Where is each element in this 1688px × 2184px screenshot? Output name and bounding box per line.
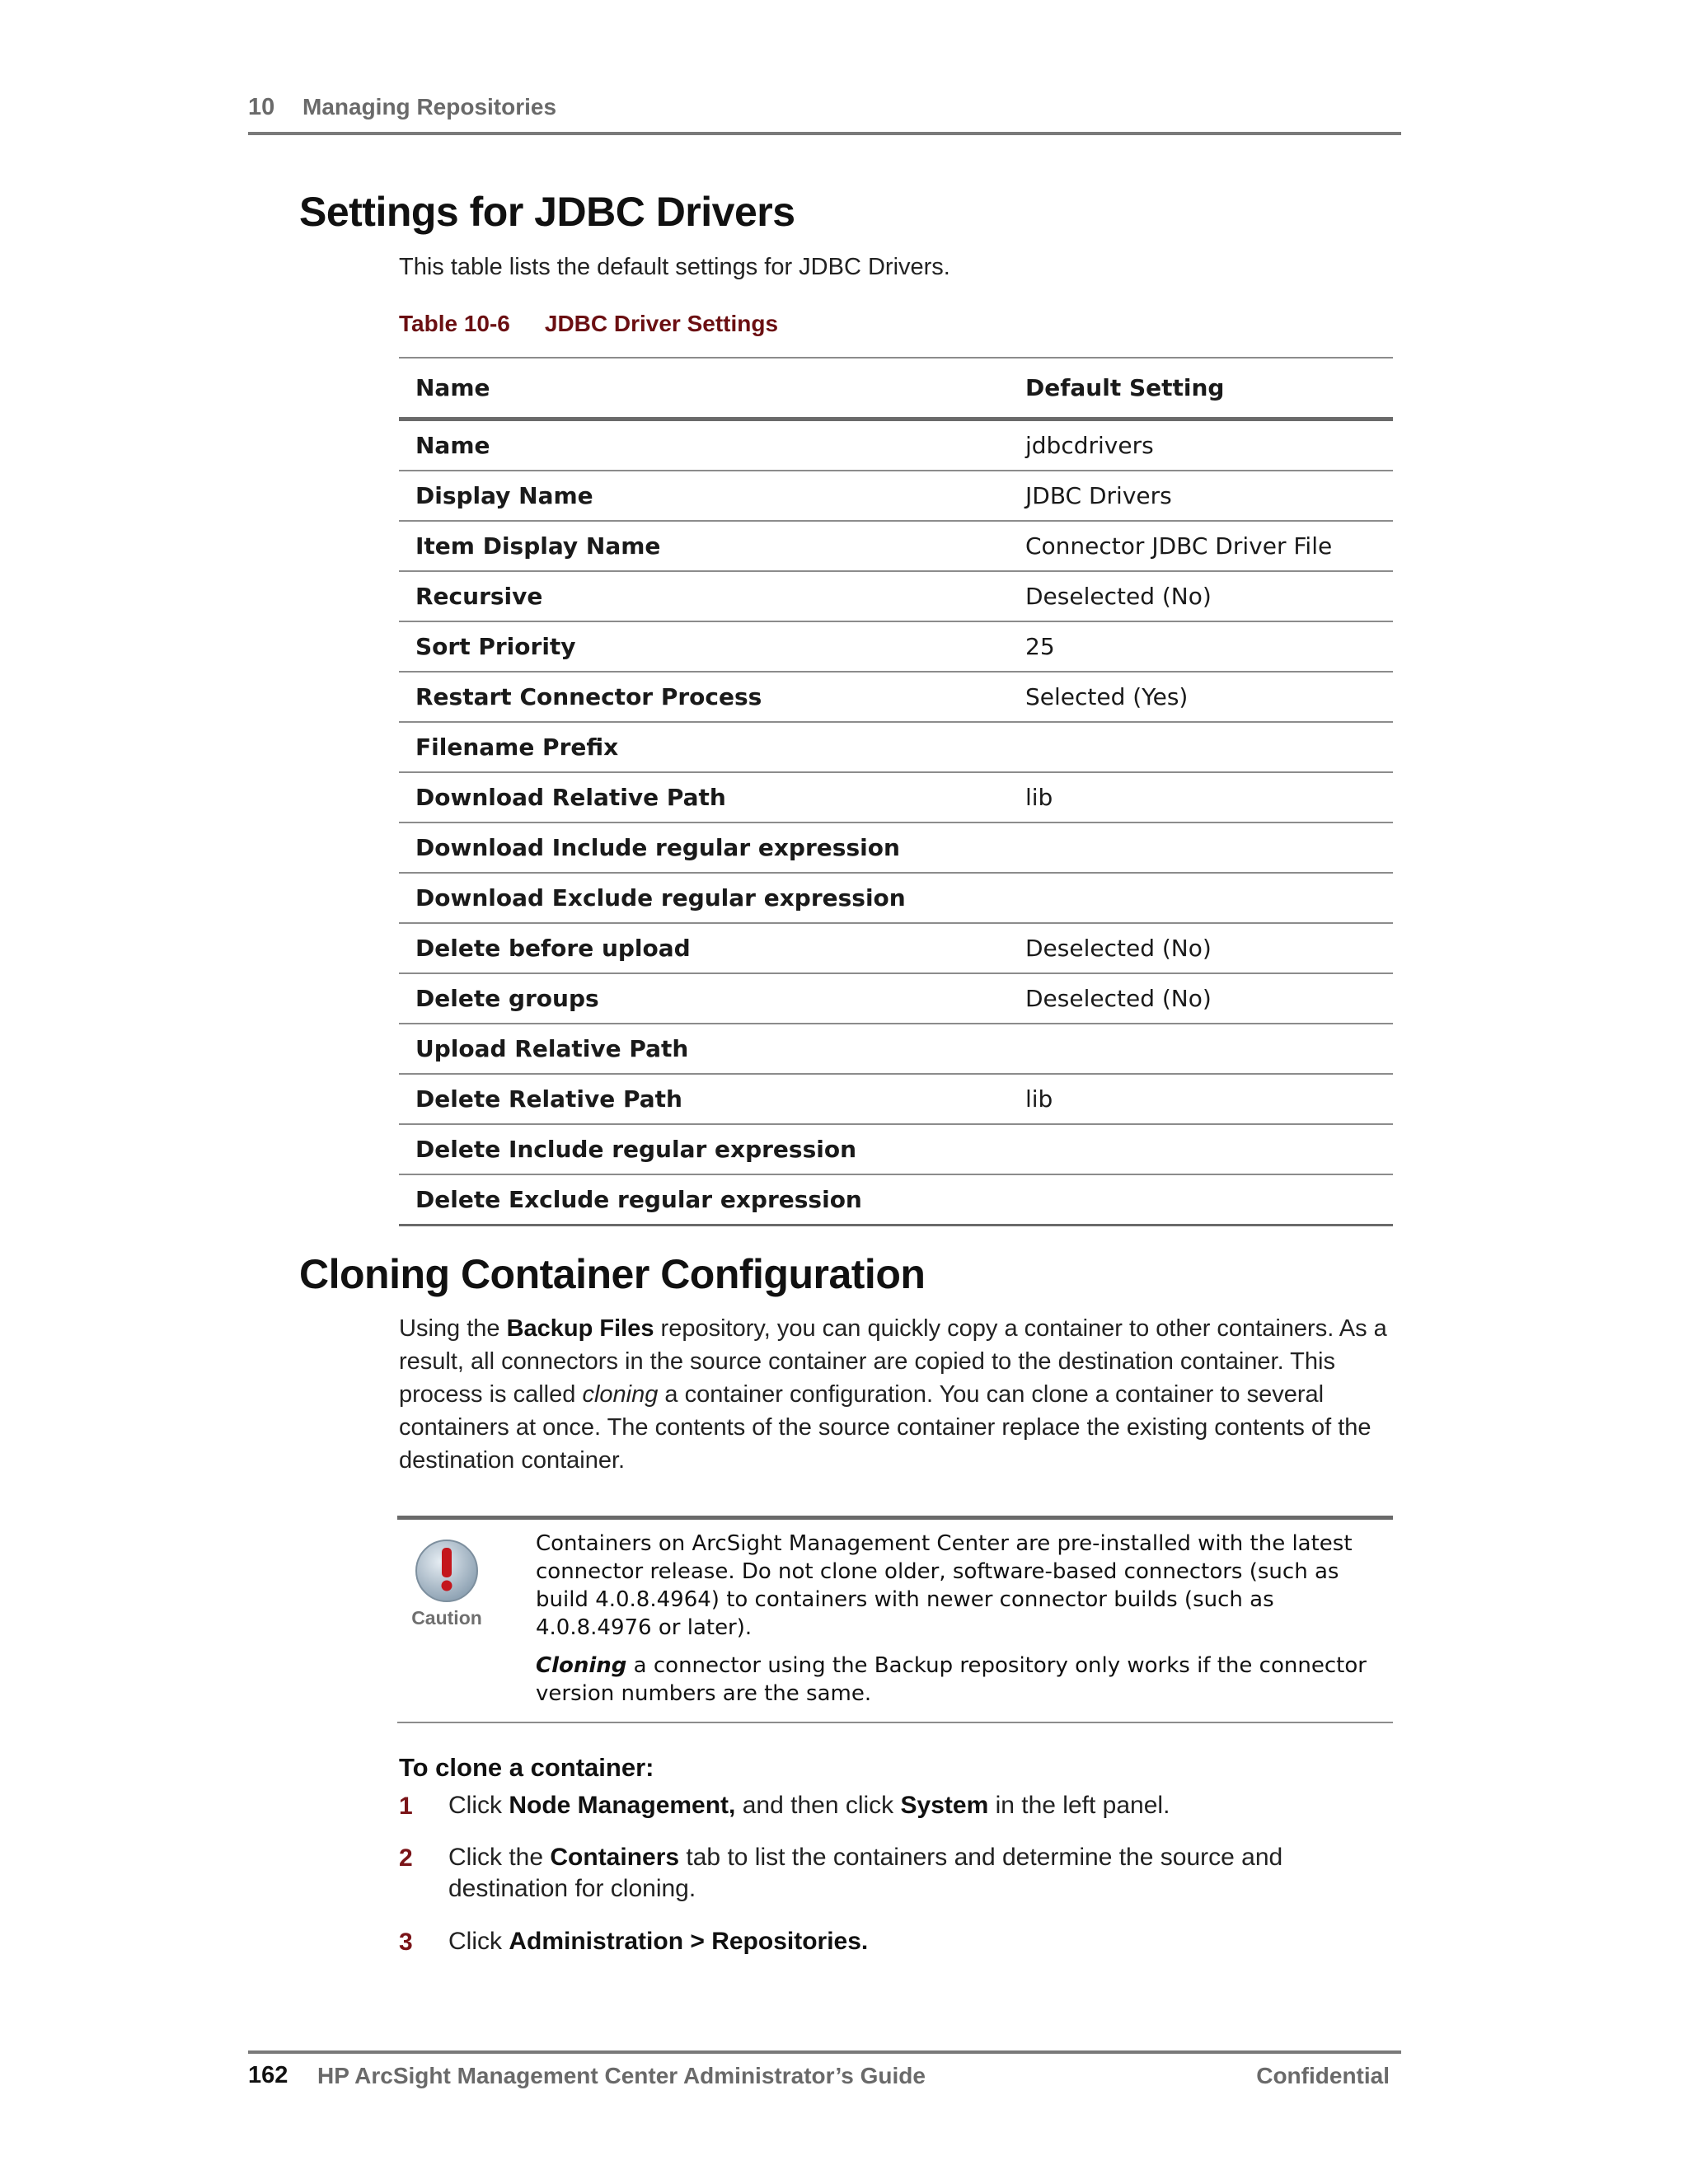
table-row xyxy=(399,772,1393,823)
administration-repositories-term: Administration > Repositories. xyxy=(509,1928,869,1955)
setting-value xyxy=(1009,722,1393,772)
table-row xyxy=(399,419,1393,471)
step-text-part: Click xyxy=(448,1792,509,1819)
setting-value: Connector JDBC Driver File xyxy=(1009,521,1393,571)
column-header-name: Name xyxy=(399,358,1009,419)
caution-paragraph-2 xyxy=(536,1652,1385,1708)
setting-value xyxy=(1009,1174,1393,1226)
caution-text xyxy=(536,1530,1385,1708)
jdbc-settings-table xyxy=(399,357,1393,1226)
step-number: 3 xyxy=(399,1929,413,1956)
chapter-title: Managing Repositories xyxy=(302,94,557,120)
step-text-part: and then click xyxy=(735,1792,901,1819)
caution-icon-label: Caution xyxy=(411,1607,482,1629)
table-row xyxy=(399,521,1393,571)
setting-value: Deselected (No) xyxy=(1009,973,1393,1024)
setting-value: 25 xyxy=(1009,621,1393,672)
setting-name: Item Display Name xyxy=(399,521,1009,571)
setting-name: Filename Prefix xyxy=(399,722,1009,772)
setting-name: Delete Include regular expression xyxy=(399,1124,1009,1174)
procedure-title: To clone a container: xyxy=(399,1753,654,1782)
caution-paragraph-1: Containers on ArcSight Management Center are pre-installed with the latest connector release. Do not clone older, software-based connectors (such as build 4.0.8.4964) to containers with newer connector builds (such as 4.0.8.4976 or later). xyxy=(536,1531,1353,1640)
table-row xyxy=(399,672,1393,722)
table-caption-number: Table 10-6 xyxy=(399,311,510,336)
node-management-term: Node Management, xyxy=(509,1792,736,1819)
table-row xyxy=(399,1074,1393,1124)
setting-name: Delete Exclude regular expression xyxy=(399,1174,1009,1226)
step-text xyxy=(448,1926,1396,1957)
setting-value: lib xyxy=(1009,772,1393,823)
step-text-part: Click xyxy=(448,1928,509,1955)
cloning-term: cloning xyxy=(582,1381,659,1408)
setting-name: Display Name xyxy=(399,471,1009,521)
table-caption xyxy=(399,311,778,337)
step-text-part: tab to list the containers and determine the source and destination for cloning. xyxy=(448,1844,1283,1902)
setting-name: Recursive xyxy=(399,571,1009,621)
cloning-paragraph xyxy=(399,1312,1396,1477)
step-number: 2 xyxy=(399,1844,413,1872)
setting-value: Selected (Yes) xyxy=(1009,672,1393,722)
containers-term: Containers xyxy=(550,1844,680,1871)
caution-icon xyxy=(406,1536,488,1627)
column-header-default: Default Setting xyxy=(1009,358,1393,419)
table-row xyxy=(399,571,1393,621)
page-footer xyxy=(248,2050,1401,2095)
section-title-cloning: Cloning Container Configuration xyxy=(299,1251,926,1297)
setting-value: lib xyxy=(1009,1074,1393,1124)
setting-name: Download Include regular expression xyxy=(399,823,1009,873)
table-row xyxy=(399,873,1393,923)
setting-name: Download Relative Path xyxy=(399,772,1009,823)
cloning-emphasis: Cloning xyxy=(536,1653,627,1678)
caution-box xyxy=(397,1516,1393,1723)
chapter-number: 10 xyxy=(248,94,275,120)
table-row xyxy=(399,973,1393,1024)
section-intro: This table lists the default settings for JDBC Drivers. xyxy=(399,254,950,280)
setting-name: Restart Connector Process xyxy=(399,672,1009,722)
setting-name: Download Exclude regular expression xyxy=(399,873,1009,923)
step-text xyxy=(448,1790,1396,1821)
setting-name: Delete Relative Path xyxy=(399,1074,1009,1124)
step-text-part: Click the xyxy=(448,1844,551,1871)
table-row xyxy=(399,1124,1393,1174)
table-row xyxy=(399,1174,1393,1226)
para-text-3: a container configuration. You can clone a container to several containers at once. The contents of the source container replace the existing contents of the destination container. xyxy=(399,1381,1372,1474)
setting-name: Name xyxy=(399,419,1009,471)
page-number: 162 xyxy=(248,2062,288,2088)
setting-value: jdbcdrivers xyxy=(1009,419,1393,471)
setting-name: Upload Relative Path xyxy=(399,1024,1009,1074)
table-row xyxy=(399,621,1393,672)
setting-value xyxy=(1009,873,1393,923)
table-row xyxy=(399,1024,1393,1074)
para-text-1: Using the xyxy=(399,1315,507,1342)
table-row xyxy=(399,722,1393,772)
system-term: System xyxy=(900,1792,989,1819)
table-row xyxy=(399,471,1393,521)
setting-value: Deselected (No) xyxy=(1009,571,1393,621)
page-header xyxy=(248,91,1401,135)
setting-value: Deselected (No) xyxy=(1009,923,1393,973)
setting-value xyxy=(1009,1024,1393,1074)
caution-paragraph-2-rest: a connector using the Backup repository only works if the connector version numbers are the same. xyxy=(536,1653,1367,1706)
step-number: 1 xyxy=(399,1793,413,1820)
setting-name: Delete before upload xyxy=(399,923,1009,973)
setting-value: JDBC Drivers xyxy=(1009,471,1393,521)
step-text-part: in the left panel. xyxy=(988,1792,1170,1819)
setting-name: Delete groups xyxy=(399,973,1009,1024)
table-row xyxy=(399,823,1393,873)
guide-title: HP ArcSight Management Center Administrator’s Guide xyxy=(317,2063,926,2088)
para-text-2: repository, you can quickly copy a container to other containers. As a result, all connectors in the source container are copied to the destination container. This process is called xyxy=(399,1315,1387,1408)
backup-files-term: Backup Files xyxy=(506,1315,654,1342)
setting-value xyxy=(1009,1124,1393,1174)
section-title-jdbc: Settings for JDBC Drivers xyxy=(299,189,795,235)
step-text xyxy=(448,1842,1396,1905)
table-header-row xyxy=(399,358,1393,419)
confidential-label: Confidential xyxy=(1256,2063,1390,2088)
table-caption-title: JDBC Driver Settings xyxy=(544,311,779,336)
setting-name: Sort Priority xyxy=(399,621,1009,672)
setting-value xyxy=(1009,823,1393,873)
table-row xyxy=(399,923,1393,973)
